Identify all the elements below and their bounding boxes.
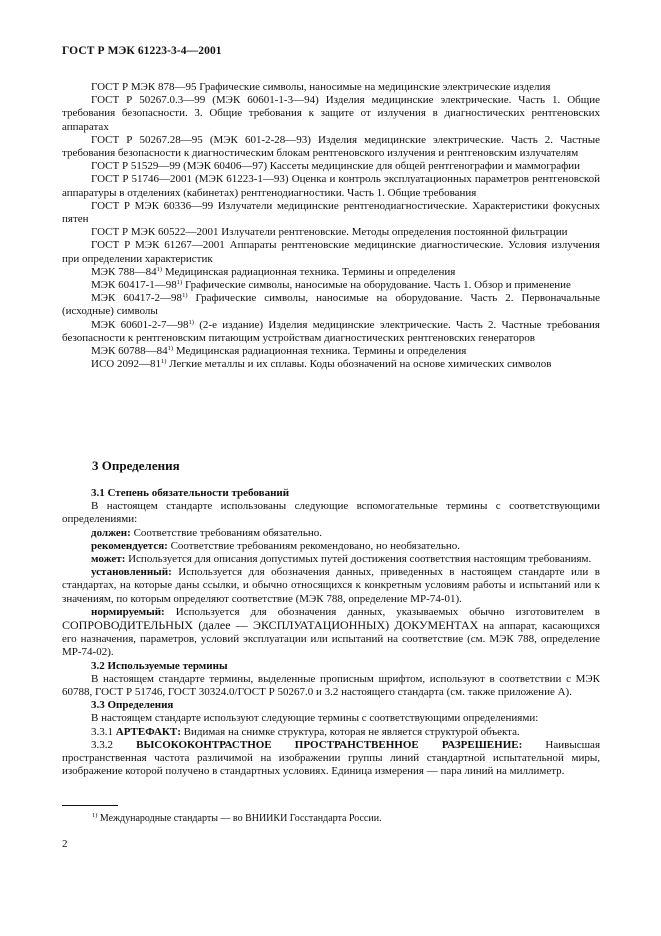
- term-text: Используется для обозначения данных, указываемых обычно изготовителем в: [164, 605, 600, 618]
- term: рекомендуется:: [91, 539, 168, 552]
- term: должен:: [91, 526, 131, 539]
- footnote-marker: 1): [92, 812, 98, 819]
- reference-code: ИСО 2092—81: [91, 358, 161, 371]
- definition-text: Видимая на снимке структура, которая не является структурой объекта.: [180, 725, 520, 738]
- page-header: ГОСТ Р МЭК 61223-3-4—2001: [62, 45, 222, 57]
- term-text: Используется для описания допустимых путей достижения соответствия настоящим требованиям.: [125, 553, 592, 566]
- reference-title: (2-е издание) Изделия медицинские электрические. Часть 2. Частные требования безопасности к рентгеновским питающим устройствам диагностических рентгеновских генераторов: [62, 318, 600, 344]
- page-number: 2: [62, 838, 68, 850]
- term-definition: [62, 527, 600, 540]
- term-definition: [62, 566, 600, 606]
- reference-code: МЭК 788—84: [91, 265, 157, 278]
- intl-reference-item: [62, 319, 600, 345]
- reference-code: МЭК 60601-2-7—98: [91, 318, 189, 331]
- defined-term: ВЫСОКОКОНТРАСТНОЕ ПРОСТРАНСТВЕННОЕ РАЗРЕШЕНИЕ:: [136, 738, 523, 751]
- intl-reference-item: [62, 292, 600, 318]
- subsection-heading-3-3: 3.3 Определения: [91, 699, 174, 712]
- definition-3-3-1: [62, 726, 600, 739]
- reference-item: ГОСТ Р МЭК 61267—2001 Аппараты рентгеновские медицинские диагностические. Условия излучения при определении характеристик: [62, 239, 600, 265]
- footnote-text: Международные стандарты — во ВНИИКИ Госстандарта России.: [97, 813, 382, 824]
- term-text: Соответствие требованиям обязательно.: [130, 526, 322, 539]
- subsection-heading-3-2: 3.2 Используемые термины: [91, 659, 228, 672]
- reference-item: ГОСТ Р 51529—99 (МЭК 60406—97) Кассеты медицинские для общей рентгенографии и маммографии: [91, 160, 581, 173]
- footnote-marker: 1): [188, 318, 194, 326]
- definition-text: Наивысшая пространственная частота различимой на изображении группы линий стандартной испытательной миры, изображение которой получено в стандартных условиях. Единица измерения — пара линий на миллиметр.: [62, 738, 601, 778]
- footnote: [92, 813, 382, 824]
- intl-reference-item: [62, 266, 600, 279]
- references-list: [62, 81, 600, 371]
- footnote-marker: 1): [176, 279, 183, 287]
- reference-code: МЭК 60417-1—98: [91, 279, 177, 292]
- term-text: Используется для обозначения данных, приведенных в настоящем стандарте или в стандартах, на которые даны ссылки, и обычно относящихся к конкретным условиям работы и испытаний или к значениям, по которым определяют соответствие (МЭК 788, определение МР-74-01).: [62, 566, 600, 605]
- reference-item: ГОСТ Р МЭК 60336—99 Излучатели медицинские рентгенодиагностические. Характеристики фокусных пятен: [62, 199, 600, 226]
- term: нормируемый:: [91, 605, 165, 618]
- reference-item: ГОСТ Р 50267.0.3—99 (МЭК 60601-1-3—94) Изделия медицинские электрические. Часть 1. Общие требования безопасности. 3. Общие требования к защите от излучения в диагностических рентгеновских аппаратах: [62, 94, 600, 133]
- term: может:: [91, 553, 126, 566]
- footnote-divider: [62, 805, 118, 806]
- definition-3-3-2: [62, 739, 600, 779]
- intl-reference-item: [62, 279, 600, 292]
- reference-title: Медицинская радиационная техника. Термины и определения: [173, 345, 467, 358]
- paragraph: В настоящем стандарте используют следующие термины с соответствующими определениями:: [91, 712, 539, 725]
- reference-title: Легкие металлы и их сплавы. Коды обозначений на основе химических символов: [166, 358, 552, 371]
- definitions-section: [62, 487, 600, 778]
- footnote-marker: 1): [156, 265, 163, 273]
- clause-number: 3.3.2: [91, 738, 137, 751]
- section-heading: 3 Определения: [92, 458, 180, 473]
- footnote-marker: 1): [167, 345, 174, 353]
- reference-title: Графические символы, наносимые на оборудование. Часть 2. Первоначальные (исходные) символы: [62, 292, 600, 318]
- subsection-heading-3-1: 3.1 Степень обязательности требований: [91, 487, 290, 499]
- term-definition: [62, 553, 600, 566]
- footnote-marker: 1): [160, 358, 167, 366]
- intl-reference-item: [62, 358, 600, 371]
- term-text: Соответствие требованиям рекомендовано, но необязательно.: [167, 539, 461, 552]
- term-definition: [62, 540, 600, 553]
- reference-title: Графические символы, наносимые на оборудование. Часть 1. Обзор и применение: [182, 279, 571, 292]
- term: установленный:: [91, 566, 172, 579]
- caps-term: СОПРОВОДИТЕЛЬНЫХ (далее — ЭКСПЛУАТАЦИОННЫХ) ДОКУМЕНТАХ: [62, 618, 479, 633]
- term-text: на аппарат, касающихся его назначения, параметров, условий эксплуатации или испытаний на соответствие (см. МЭК 788, определение МР-74-02).: [62, 620, 600, 659]
- reference-item: ГОСТ Р МЭК 60522—2001 Излучатели рентгеновские. Методы определения постоянной фильтрации: [91, 226, 568, 239]
- defined-term: АРТЕФАКТ:: [115, 725, 181, 738]
- reference-title: Медицинская радиационная техника. Термины и определения: [162, 265, 456, 278]
- reference-code: МЭК 60788—84: [91, 345, 168, 358]
- reference-code: МЭК 60417-2—98: [91, 292, 183, 305]
- footnote-marker: 1): [182, 292, 188, 300]
- paragraph: В настоящем стандарте использованы следующие вспомогательные термины с соответствующими определениями:: [62, 500, 600, 526]
- term-definition: [62, 606, 600, 660]
- reference-item: ГОСТ Р 50267.28—95 (МЭК 601-2-28—93) Изделия медицинские электрические. Часть 2. Частные требования безопасности к диагностическим блокам рентгеновского излучения и рентгеновским излучателям: [62, 133, 600, 160]
- reference-item: ГОСТ Р МЭК 878—95 Графические символы, наносимые на медицинские электрические изделия: [91, 81, 551, 93]
- reference-item: ГОСТ Р 51746—2001 (МЭК 61223-1—93) Оценка и контроль эксплуатационных параметров рентгеновской аппаратуры в отделениях (кабинетах) рентгенодиагностики. Часть 1. Общие требования: [62, 173, 600, 199]
- paragraph: В настоящем стандарте термины, выделенные прописным шрифтом, используют в соответствии с МЭК 60788, ГОСТ Р 51746, ГОСТ 30324.0/ГОСТ Р 50267.0 и 3.2 настоящего стандарта (см. также приложение А).: [62, 672, 600, 699]
- intl-reference-item: [62, 345, 600, 358]
- clause-number: 3.3.1: [91, 725, 116, 738]
